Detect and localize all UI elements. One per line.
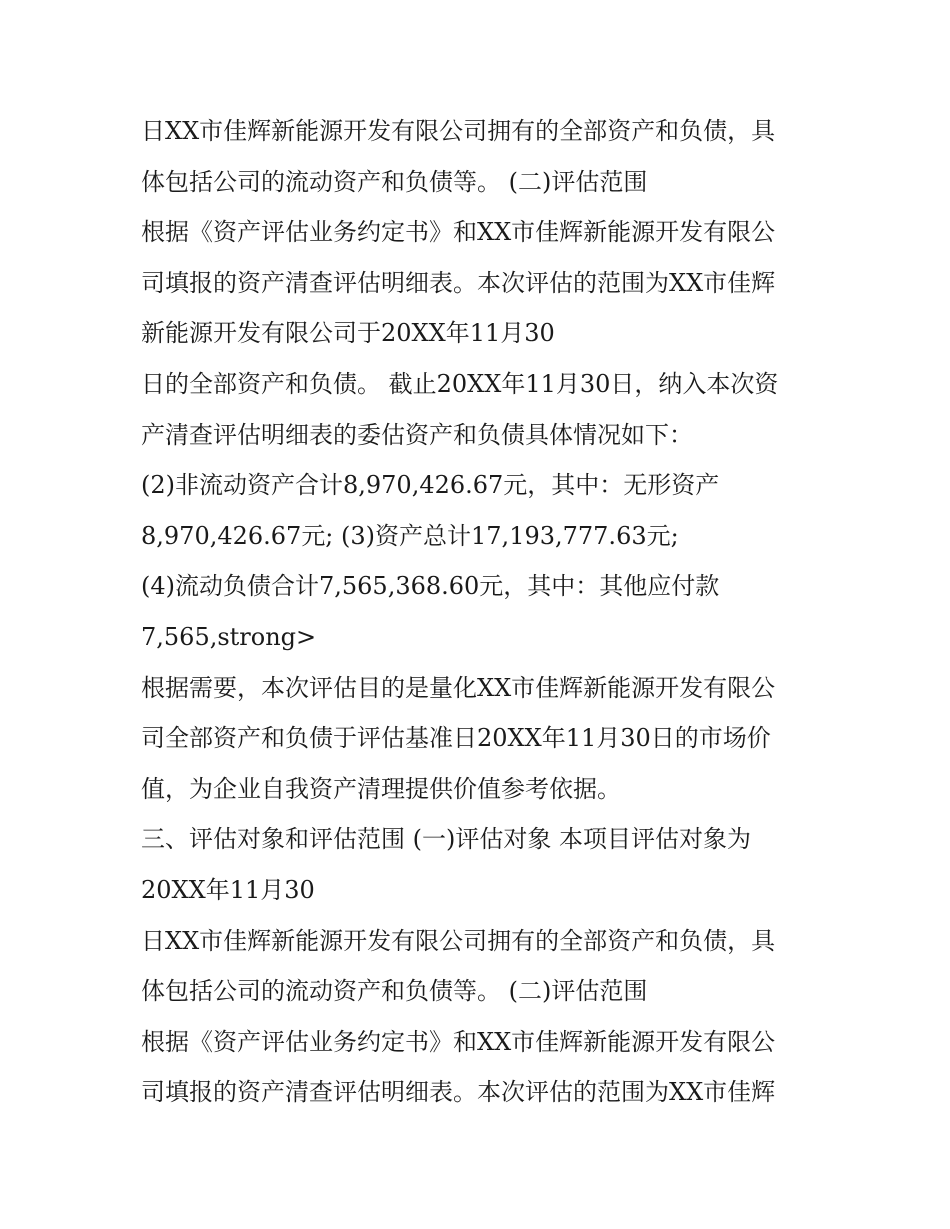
text-line: 司填报的资产清查评估明细表。本次评估的范围为XX市佳辉 bbox=[141, 1078, 776, 1107]
text-line: 产清查评估明细表的委估资产和负债具体情况如下： bbox=[141, 420, 693, 449]
text-line: 日XX市佳辉新能源开发有限公司拥有的全部资产和负债，具 bbox=[141, 117, 776, 145]
text-line: 司全部资产和负债于评估基准日20XX年11月30日的市场价 bbox=[141, 724, 771, 753]
text-line: 日XX市佳辉新能源开发有限公司拥有的全部资产和负债，具 bbox=[141, 926, 776, 955]
text-line: (2)非流动资产合计8,970,426.67元，其中：无形资产 bbox=[141, 471, 720, 500]
text-line: 根据《资产评估业务约定书》和XX市佳辉新能源开发有限公 bbox=[141, 218, 776, 247]
text-line: 根据《资产评估业务约定书》和XX市佳辉新能源开发有限公 bbox=[141, 1027, 776, 1056]
text-line: 体包括公司的流动资产和负债等。 (二)评估范围 bbox=[141, 977, 648, 1006]
text-line: 值，为企业自我资产清理提供价值参考依据。 bbox=[141, 774, 621, 803]
text-line: 体包括公司的流动资产和负债等。 (二)评估范围 bbox=[141, 167, 648, 196]
text-line: 司填报的资产清查评估明细表。本次评估的范围为XX市佳辉 bbox=[141, 268, 776, 297]
text-line: 日的全部资产和负债。 截止20XX年11月30日，纳入本次资 bbox=[141, 369, 779, 398]
text-line: 根据需要，本次评估目的是量化XX市佳辉新能源开发有限公 bbox=[141, 673, 776, 702]
text-line: 三、评估对象和评估范围 (一)评估对象 本项目评估对象为 bbox=[141, 825, 751, 854]
text-line: 7,565,strong> bbox=[141, 622, 317, 651]
text-line: 8,970,426.67元; (3)资产总计17,193,777.63元; bbox=[141, 521, 679, 550]
text-line: (4)流动负债合计7,565,368.60元，其中：其他应付款 bbox=[141, 572, 720, 601]
text-line: 新能源开发有限公司于20XX年11月30 bbox=[141, 319, 555, 348]
document-body bbox=[141, 106, 811, 1118]
text-line: 20XX年11月30 bbox=[141, 875, 315, 904]
